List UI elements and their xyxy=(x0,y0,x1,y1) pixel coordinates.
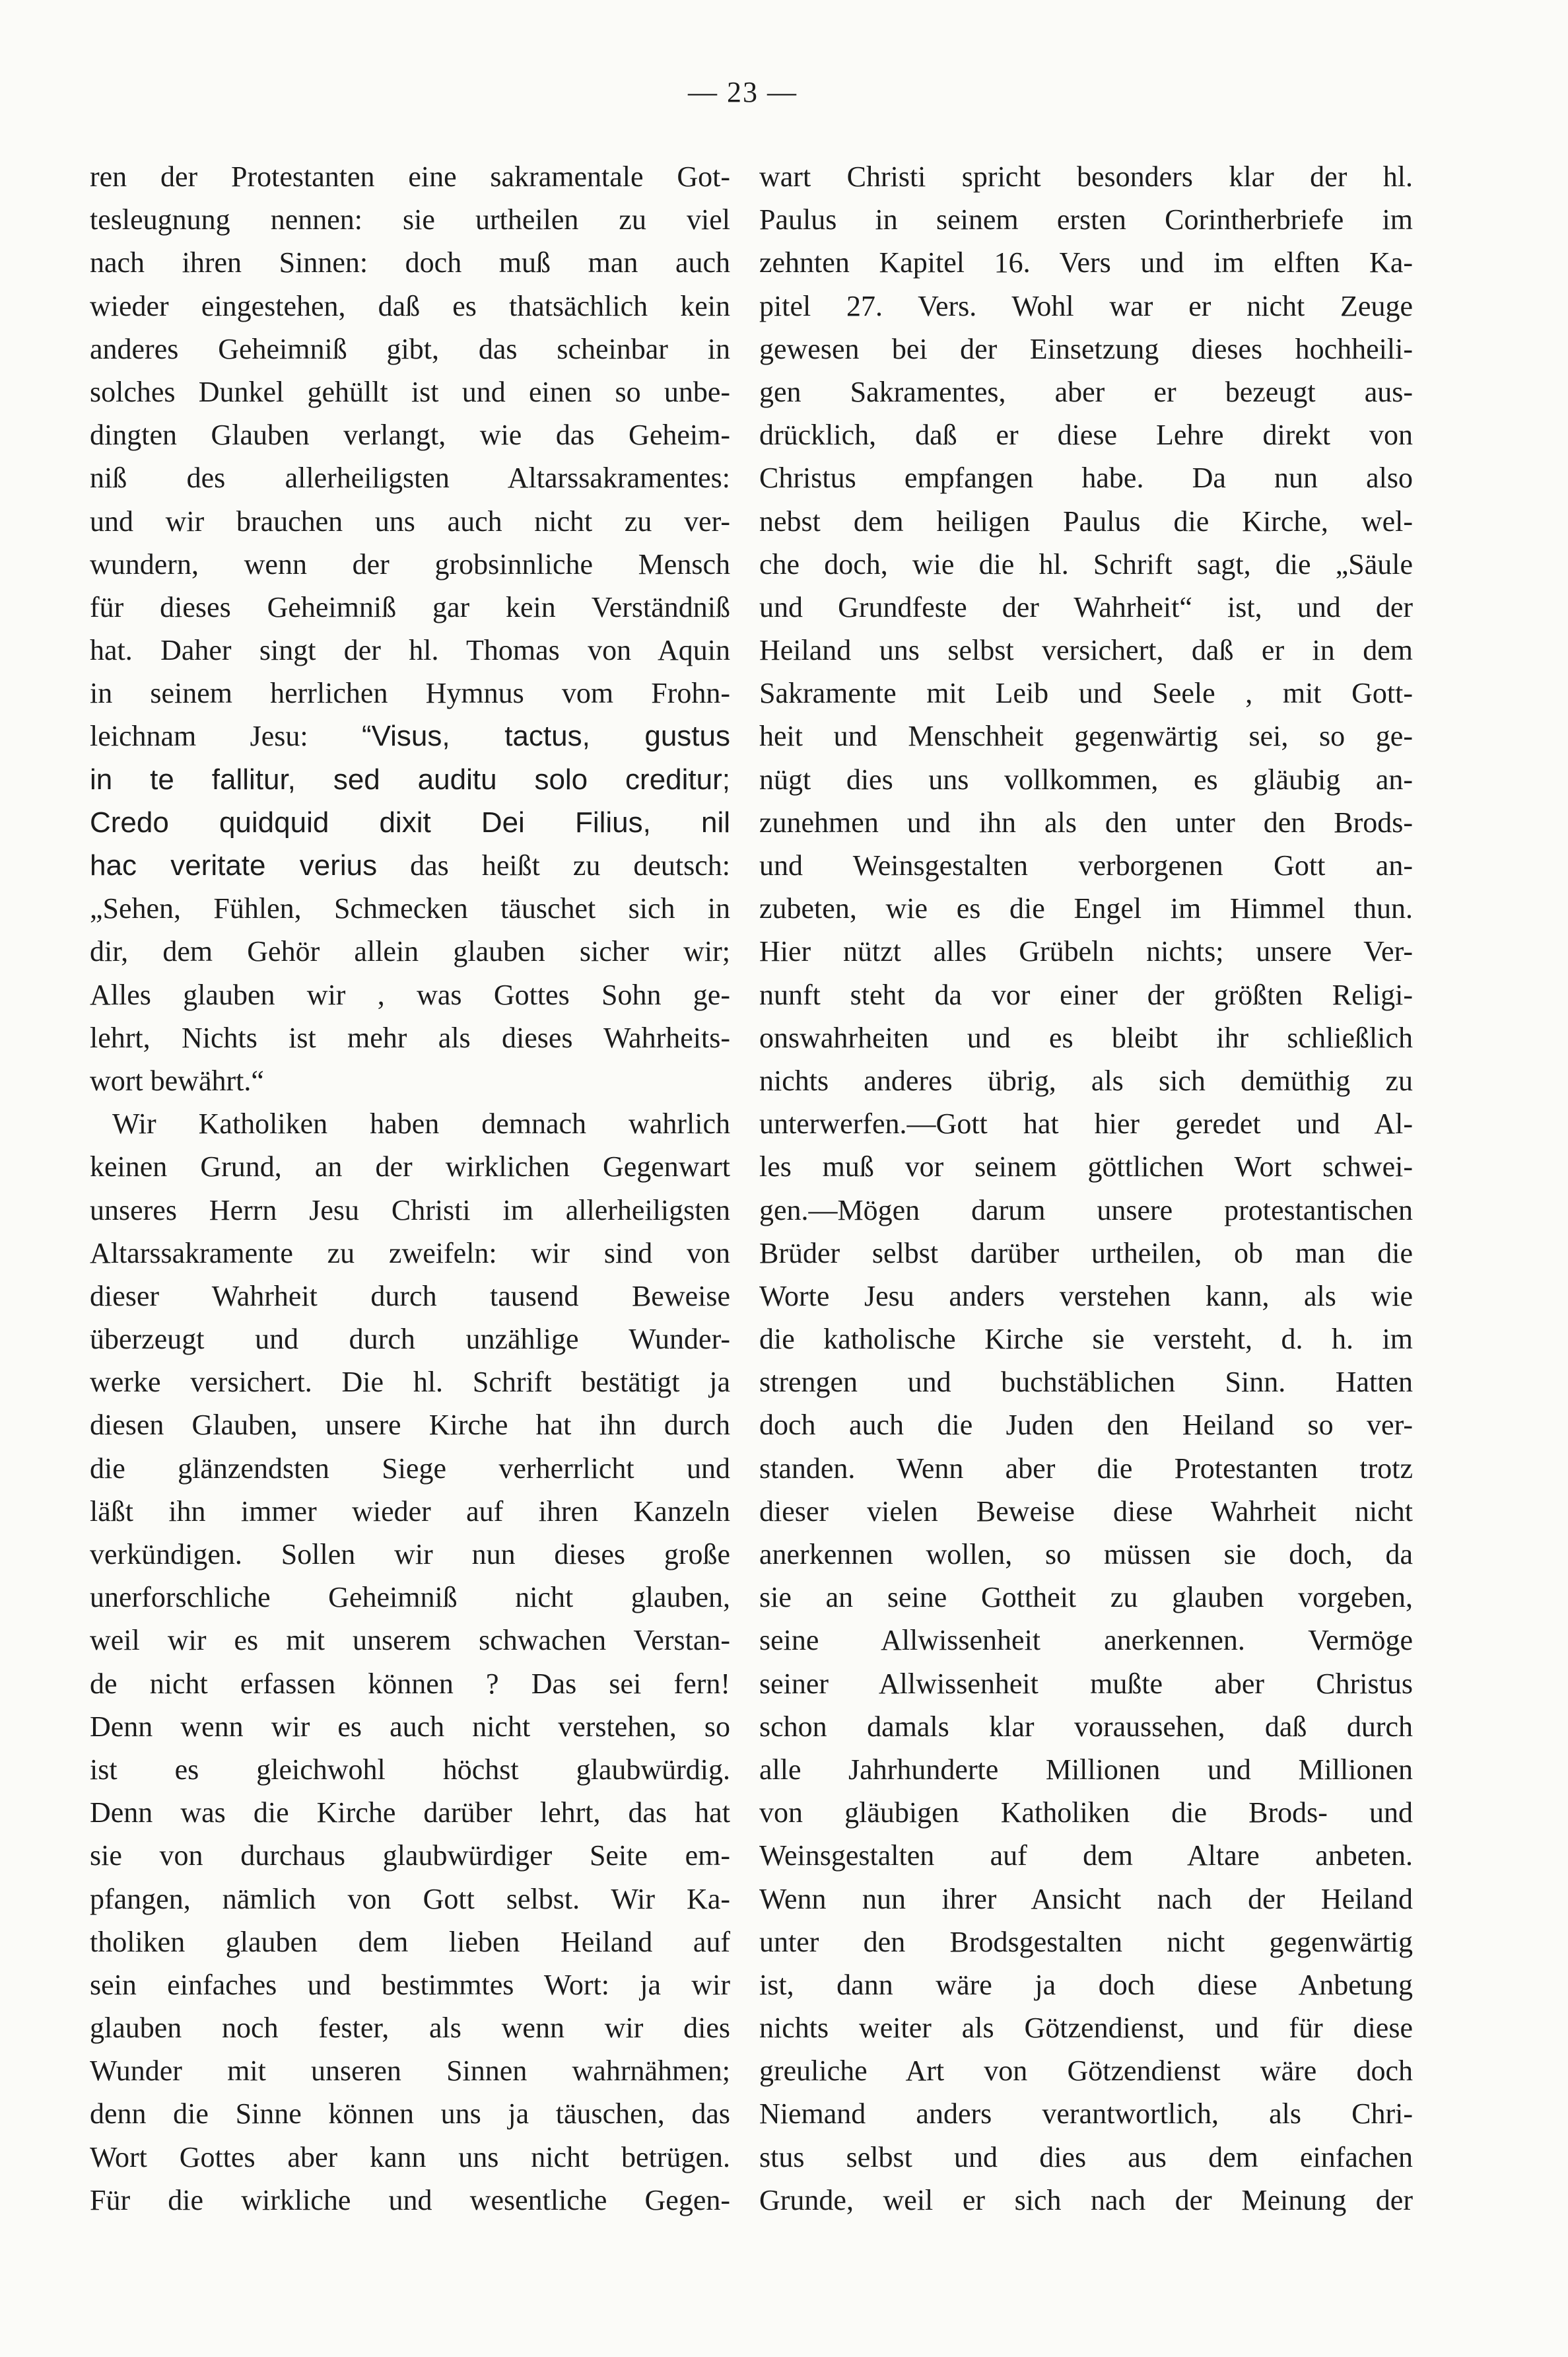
text-line: seiner Allwissenheit mußte aber Christus xyxy=(759,1667,1413,1700)
latin-quote-segment: hac veritate verius xyxy=(90,849,378,882)
text-line: drücklich, daß er diese Lehre direkt von xyxy=(759,419,1413,452)
text-line: dir, dem Gehör allein glauben sicher wir; xyxy=(90,935,730,968)
text-line: die glänzendsten Siege verherrlicht und xyxy=(90,1452,730,1485)
text-line: Altarssakramente zu zweifeln: wir sind von xyxy=(90,1236,730,1269)
text-line: hat. Daher singt der hl. Thomas von Aquin xyxy=(90,634,730,667)
text-line: ist, dann wäre ja doch diese Anbetung xyxy=(759,1968,1413,2001)
text-line: verkündigen. Sollen wir nun dieses große xyxy=(90,1538,730,1570)
text-line: gewesen bei der Einsetzung dieses hochheili- xyxy=(759,332,1413,365)
text-line: die katholische Kirche sie versteht, d. h. im xyxy=(759,1323,1413,1356)
text-line: les muß vor seinem göttlichen Wort schwei- xyxy=(759,1150,1413,1183)
text-line: stus selbst und dies aus dem einfachen xyxy=(759,2140,1413,2173)
text-line: weil wir es mit unserem schwachen Verstan- xyxy=(90,1624,730,1657)
text-line: solches Dunkel gehüllt ist und einen so unbe- xyxy=(90,375,730,408)
latin-quote-line: in te fallitur, sed auditu solo creditur; xyxy=(90,763,730,796)
text-line: unerforschliche Geheimniß nicht glauben, xyxy=(90,1581,730,1614)
text-line: Denn was die Kirche darüber lehrt, das hat xyxy=(90,1796,730,1829)
text-line: nichts anderes übrig, als sich demüthig zu xyxy=(759,1064,1413,1097)
text-line: Grunde, weil er sich nach der Meinung der xyxy=(759,2183,1413,2216)
text-line: nebst dem heiligen Paulus die Kirche, wel- xyxy=(759,505,1413,538)
text-line: Wunder mit unseren Sinnen wahrnähmen; xyxy=(90,2055,730,2088)
text-line: gen.—Mögen darum unsere protestantischen xyxy=(759,1193,1413,1226)
paragraph-end-line: wort bewährt.“ xyxy=(90,1064,264,1097)
text-line: standen. Wenn aber die Protestanten trotz xyxy=(759,1452,1413,1485)
text-line: Worte Jesu anders verstehen kann, als wie xyxy=(759,1279,1413,1312)
text-line: Paulus in seinem ersten Corintherbriefe im xyxy=(759,203,1413,236)
right-column xyxy=(759,155,1413,2222)
paragraph-start-line: Wir Katholiken haben demnach wahrlich xyxy=(112,1108,730,1141)
text-line: Heiland uns selbst versichert, daß er in dem xyxy=(759,634,1413,667)
text-line: Christus empfangen habe. Da nun also xyxy=(759,462,1413,495)
text-line: von gläubigen Katholiken die Brods- und xyxy=(759,1796,1413,1829)
text-line: heit und Menschheit gegenwärtig sei, so ge- xyxy=(759,720,1413,753)
text-line: seine Allwissenheit anerkennen. Vermöge xyxy=(759,1624,1413,1657)
text-line: de nicht erfassen können ? Das sei fern! xyxy=(90,1667,730,1700)
text-line: keinen Grund, an der wirklichen Gegenwart xyxy=(90,1150,730,1183)
page-number: — 23 — xyxy=(688,76,798,108)
left-column xyxy=(90,155,730,2222)
text-line: glauben noch fester, als wenn wir dies xyxy=(90,2012,730,2045)
text-line: nunft steht da vor einer der größten Religi- xyxy=(759,978,1413,1011)
text-line: wundern, wenn der grobsinnliche Mensch xyxy=(90,547,730,580)
text-line: nichts weiter als Götzendienst, und für diese xyxy=(759,2012,1413,2045)
text-line: schon damals klar voraussehen, daß durch xyxy=(759,1710,1413,1743)
text-line: Wenn nun ihrer Ansicht nach der Heiland xyxy=(759,1882,1413,1915)
text-line: Brüder selbst darüber urtheilen, ob man die xyxy=(759,1236,1413,1269)
text-line: für dieses Geheimniß gar kein Verständniß xyxy=(90,590,730,623)
text-line: che doch, wie die hl. Schrift sagt, die „Säule xyxy=(759,547,1413,580)
text-line: „Sehen, Fühlen, Schmecken täuschet sich in xyxy=(90,892,730,925)
text-line: nach ihren Sinnen: doch muß man auch xyxy=(90,246,730,279)
text-line: Denn wenn wir es auch nicht verstehen, so xyxy=(90,1710,730,1743)
text-line: wart Christi spricht besonders klar der hl. xyxy=(759,160,1413,193)
text-line: onswahrheiten und es bleibt ihr schließlich xyxy=(759,1021,1413,1054)
text-line: Hier nützt alles Grübeln nichts; unsere Ver- xyxy=(759,935,1413,968)
text-line: ren der Protestanten eine sakramentale Got- xyxy=(90,160,730,193)
text-line: dieser Wahrheit durch tausend Beweise xyxy=(90,1279,730,1312)
text-line: unseres Herrn Jesu Christi im allerheiligsten xyxy=(90,1193,730,1226)
text-line: pfangen, nämlich von Gott selbst. Wir Ka- xyxy=(90,1882,730,1915)
text-line: tholiken glauben dem lieben Heiland auf xyxy=(90,1925,730,1958)
text-line: nügt dies uns vollkommen, es gläubig an- xyxy=(759,763,1413,796)
text-line: wieder eingestehen, daß es thatsächlich kein xyxy=(90,289,730,322)
text-line: Für die wirkliche und wesentliche Gegen- xyxy=(90,2183,730,2216)
text-line: Sakramente mit Leib und Seele , mit Gott- xyxy=(759,677,1413,710)
text-line-mixed xyxy=(90,715,730,757)
text-line: dingten Glauben verlangt, wie das Geheim- xyxy=(90,419,730,452)
text-line: ist es gleichwohl höchst glaubwürdig. xyxy=(90,1753,730,1786)
text-line: Weinsgestalten auf dem Altare anbeten. xyxy=(759,1839,1413,1872)
text-line: anerkennen wollen, so müssen sie doch, da xyxy=(759,1538,1413,1570)
text-line: alle Jahrhunderte Millionen und Millionen xyxy=(759,1753,1413,1786)
text-line: strengen und buchstäblichen Sinn. Hatten xyxy=(759,1366,1413,1399)
text-line: werke versichert. Die hl. Schrift bestätigt ja xyxy=(90,1366,730,1399)
latin-quote-line: Credo quidquid dixit Dei Filius, nil xyxy=(90,806,730,839)
text-line: läßt ihn immer wieder auf ihren Kanzeln xyxy=(90,1495,730,1528)
text-line: gen Sakramentes, aber er bezeugt aus- xyxy=(759,375,1413,408)
text-line: in seinem herrlichen Hymnus vom Frohn- xyxy=(90,677,730,710)
text-line: und wir brauchen uns auch nicht zu ver- xyxy=(90,505,730,538)
text-line-mixed xyxy=(90,844,730,887)
text-line: tesleugnung nennen: sie urtheilen zu viel xyxy=(90,203,730,236)
text-segment: leichnam Jesu: xyxy=(90,720,308,753)
text-line: doch auch die Juden den Heiland so ver- xyxy=(759,1409,1413,1442)
text-line: sie an seine Gottheit zu glauben vorgeben, xyxy=(759,1581,1413,1614)
text-line: zubeten, wie es die Engel im Himmel thun. xyxy=(759,892,1413,925)
text-line: sein einfaches und bestimmtes Wort: ja wir xyxy=(90,1968,730,2001)
text-line: Alles glauben wir , was Gottes Sohn ge- xyxy=(90,978,730,1011)
text-line: Wort Gottes aber kann uns nicht betrügen. xyxy=(90,2140,730,2173)
latin-quote-segment: “Visus, tactus, gustus xyxy=(361,720,731,753)
text-line: pitel 27. Vers. Wohl war er nicht Zeuge xyxy=(759,289,1413,322)
text-line: lehrt, Nichts ist mehr als dieses Wahrheits- xyxy=(90,1021,730,1054)
text-line: überzeugt und durch unzählige Wunder- xyxy=(90,1323,730,1356)
text-line: und Grundfeste der Wahrheit“ ist, und der xyxy=(759,590,1413,623)
text-line: und Weinsgestalten verborgenen Gott an- xyxy=(759,849,1413,882)
text-line: sie von durchaus glaubwürdiger Seite em- xyxy=(90,1839,730,1872)
text-line: dieser vielen Beweise diese Wahrheit nicht xyxy=(759,1495,1413,1528)
text-line: diesen Glauben, unsere Kirche hat ihn durch xyxy=(90,1409,730,1442)
text-line: zehnten Kapitel 16. Vers und im elften Ka- xyxy=(759,246,1413,279)
text-line: zunehmen und ihn als den unter den Brods- xyxy=(759,806,1413,839)
text-line: greuliche Art von Götzendienst wäre doch xyxy=(759,2055,1413,2088)
text-line: Niemand anders verantwortlich, als Chri- xyxy=(759,2097,1413,2130)
text-line: unter den Brodsgestalten nicht gegenwärtig xyxy=(759,1925,1413,1958)
text-line: denn die Sinne können uns ja täuschen, das xyxy=(90,2097,730,2130)
text-line: unterwerfen.—Gott hat hier geredet und Al- xyxy=(759,1108,1413,1141)
text-segment: das heißt zu deutsch: xyxy=(410,849,731,882)
text-line: niß des allerheiligsten Altarssakramentes: xyxy=(90,462,730,495)
text-line: anderes Geheimniß gibt, das scheinbar in xyxy=(90,332,730,365)
